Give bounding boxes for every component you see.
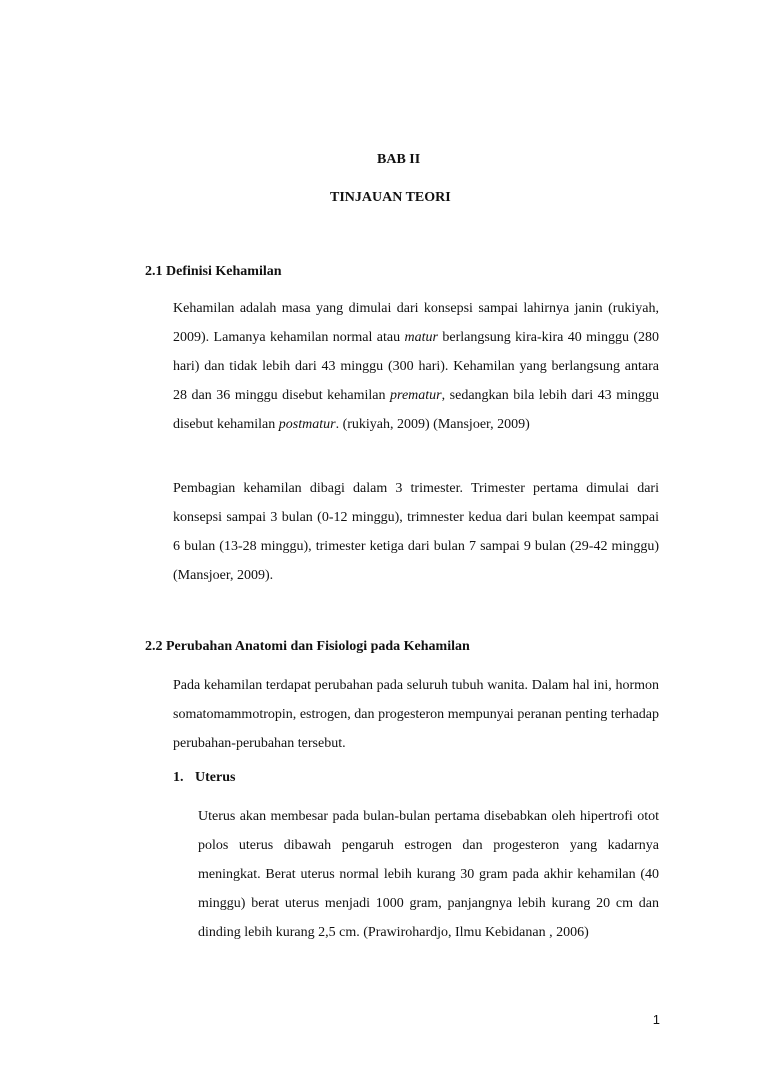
list-item-label: Uterus [195, 770, 236, 785]
paragraph-perubahan: Pada kehamilan terdapat perubahan pada seluruh tubuh wanita. Dalam hal ini, hormon somatomammotropin, estrogen, dan progesteron mempunyai peranan penting terhadap perubahan-perubahan tersebut. [173, 678, 659, 751]
chapter-title: TINJAUAN TEORI [330, 190, 451, 205]
paragraph-uterus: Uterus akan membesar pada bulan-bulan pertama disebabkan oleh hipertrofi otot polos uterus dibawah pengaruh estrogen dan progesteron yang kadarnya meningkat. Berat uterus normal lebih kurang 30 gram pada akhir kehamilan (40 minggu) berat uterus menjadi 1000 gram, panjangnya lebih kurang 20 cm dan dinding lebih kurang 2,5 cm. (Prawirohardjo, Ilmu Kebidanan , 2006) [198, 809, 659, 940]
text-run: . (rukiyah, 2009) (Mansjoer, 2009) [335, 417, 530, 432]
text-run: Kehamilan adalah masa yang dimulai dari konsepsi sampai lahirnya janin (rukiyah, 2009). Lamanya kehamilan normal atau [173, 301, 659, 345]
section-heading-definisi: 2.1 Definisi Kehamilan [145, 264, 282, 279]
text-run: , sedangkan bila lebih dari 43 minggu disebut kehamilan [173, 388, 659, 432]
page-number: 1 [652, 1012, 660, 1027]
chapter-label: BAB II [377, 152, 421, 167]
paragraph-trimester: Pembagian kehamilan dibagi dalam 3 trimester. Trimester pertama dimulai dari konsepsi sampai 3 bulan (0-12 minggu), trimnester kedua dari bulan keempat sampai 6 bulan (13-28 minggu), trimester ketiga dari bulan 7 sampai 9 bulan (29-42 minggu) (Mansjoer, 2009). [173, 481, 659, 583]
term-matur: matur [404, 330, 438, 345]
term-prematur: prematur [390, 388, 442, 403]
text-run: berlangsung kira-kira 40 minggu (280 hari) dan tidak lebih dari 43 minggu (300 hari). Kehamilan yang berlangsung antara 28 dan 36 minggu disebut kehamilan [173, 330, 660, 403]
section-heading-perubahan: 2.2 Perubahan Anatomi dan Fisiologi pada Kehamilan [145, 639, 470, 654]
paragraph-definisi [173, 294, 659, 439]
list-number: 1. [173, 770, 184, 785]
list-item-uterus-title [173, 768, 235, 788]
term-postmatur: postmatur [278, 417, 336, 432]
